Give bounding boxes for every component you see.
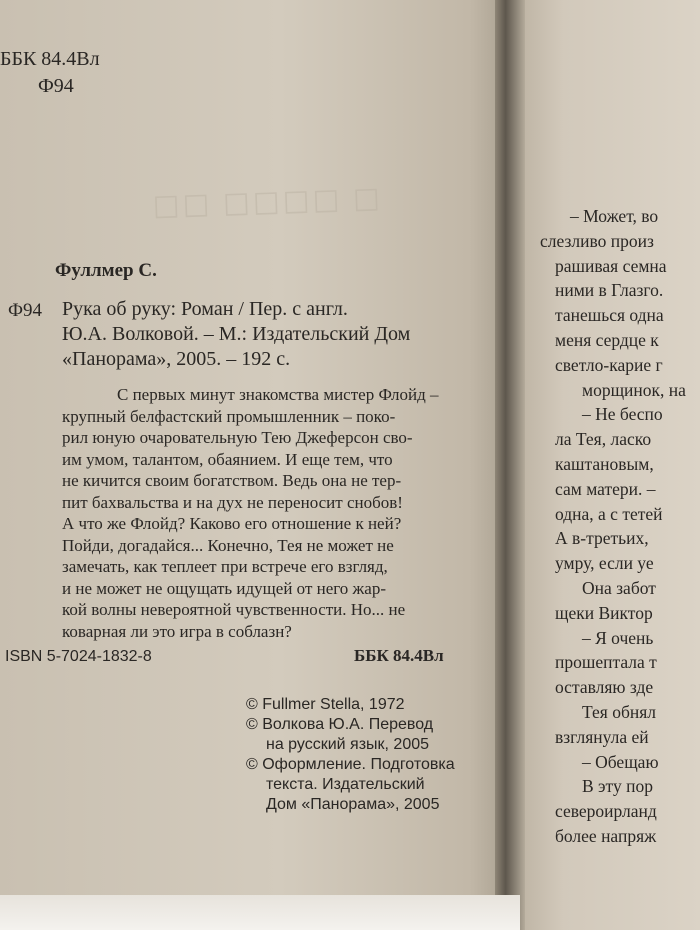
right-line: ла Тея, ласко: [555, 429, 652, 450]
biblio-line: Ю.А. Волковой. – М.: Издательский Дом: [62, 323, 411, 345]
right-line: более напряж: [555, 825, 657, 846]
annotation-line: рил юную очаровательную Тею Джеферсон сво-: [62, 428, 413, 447]
annotation-line: и не может не ощущать идущей от него жар-: [62, 578, 387, 598]
annotation-line: кой волны невероятной чувственности. Но... не: [62, 600, 406, 619]
show-through-text: ☐ ☐☐☐☐ ☐☐: [149, 184, 381, 226]
right-line: североирланд: [555, 801, 657, 822]
author-name: Фуллмер С.: [55, 260, 157, 281]
right-line: щеки Виктор: [555, 602, 653, 623]
right-line: – Может, во: [570, 206, 659, 226]
right-line: светло-карие г: [555, 354, 663, 375]
right-line: слезливо произ: [540, 230, 654, 251]
copyright-line: на русский язык, 2005: [266, 736, 430, 753]
copyright-line: © Оформление. Подготовка: [246, 756, 455, 773]
right-page-text: [530, 204, 686, 849]
annotation-line: крупный белфастский промышленник – поко-: [62, 406, 396, 426]
right-line: – Я очень: [582, 627, 654, 648]
biblio-line: Рука об руку: Роман / Пер. с англ.: [62, 298, 348, 320]
bbk-bottom: ББК 84.4Вл: [354, 646, 444, 665]
annotation-line: коварная ли это игра в соблазн?: [62, 621, 292, 641]
right-line: взглянула ей: [555, 726, 649, 747]
right-line: сам матери. –: [555, 478, 656, 499]
isbn: ISBN 5-7024-1832-8: [5, 648, 152, 665]
right-line: одна, а с тетей: [555, 503, 663, 524]
annotation-line: замечать, как теплеет при встрече его взгляд,: [62, 557, 388, 576]
right-line: танешься одна: [555, 305, 664, 326]
right-line: А в-третьих,: [555, 528, 649, 549]
copyright-block: [246, 695, 455, 815]
right-line: рашивая семна: [555, 255, 667, 276]
copyright-line: текста. Издательский: [266, 776, 425, 793]
biblio-line: «Панорама», 2005. – 192 с.: [62, 348, 291, 370]
right-line: Она забот: [582, 577, 656, 598]
right-line: каштановым,: [555, 453, 654, 474]
annotation-line: пит бахвальства и на дух не переносит снобов!: [62, 492, 403, 512]
bibliographic-description: [62, 297, 462, 372]
right-line: прошептала т: [555, 652, 657, 673]
right-line: умру, если уе: [555, 553, 654, 574]
right-line: – Не беспо: [582, 404, 663, 425]
bbk-classification: ББК 84.4Вл: [0, 48, 100, 70]
right-line: В эту пор: [582, 776, 653, 797]
book-gutter: [495, 0, 525, 930]
right-line: ними в Глазго.: [555, 280, 664, 301]
right-line: оставляю зде: [555, 677, 654, 698]
annotation-line: С первых минут знакомства мистер Флойд –: [117, 385, 439, 404]
annotation-line: им умом, талантом, обаянием. И еще тем, что: [62, 449, 393, 469]
right-line: морщинок, на: [582, 379, 686, 400]
table-surface: [0, 895, 520, 930]
right-line: меня сердце к: [555, 329, 659, 350]
author-code: Ф94: [38, 75, 74, 97]
right-line: – Обещаю: [582, 751, 659, 772]
entry-code: Ф94: [8, 300, 43, 321]
annotation-line: Пойди, догадайся... Конечно, Тея не может не: [62, 535, 394, 555]
annotation: [62, 384, 462, 642]
annotation-line: не кичится своим богатством. Ведь она не тер-: [62, 471, 402, 490]
annotation-line: А что же Флойд? Каково его отношение к ней?: [62, 514, 402, 533]
copyright-line: Дом «Панорама», 2005: [266, 796, 440, 813]
copyright-line: © Волкова Ю.А. Перевод: [246, 716, 434, 733]
right-line: Тея обнял: [582, 701, 657, 722]
copyright-line: © Fullmer Stella, 1972: [246, 696, 405, 713]
